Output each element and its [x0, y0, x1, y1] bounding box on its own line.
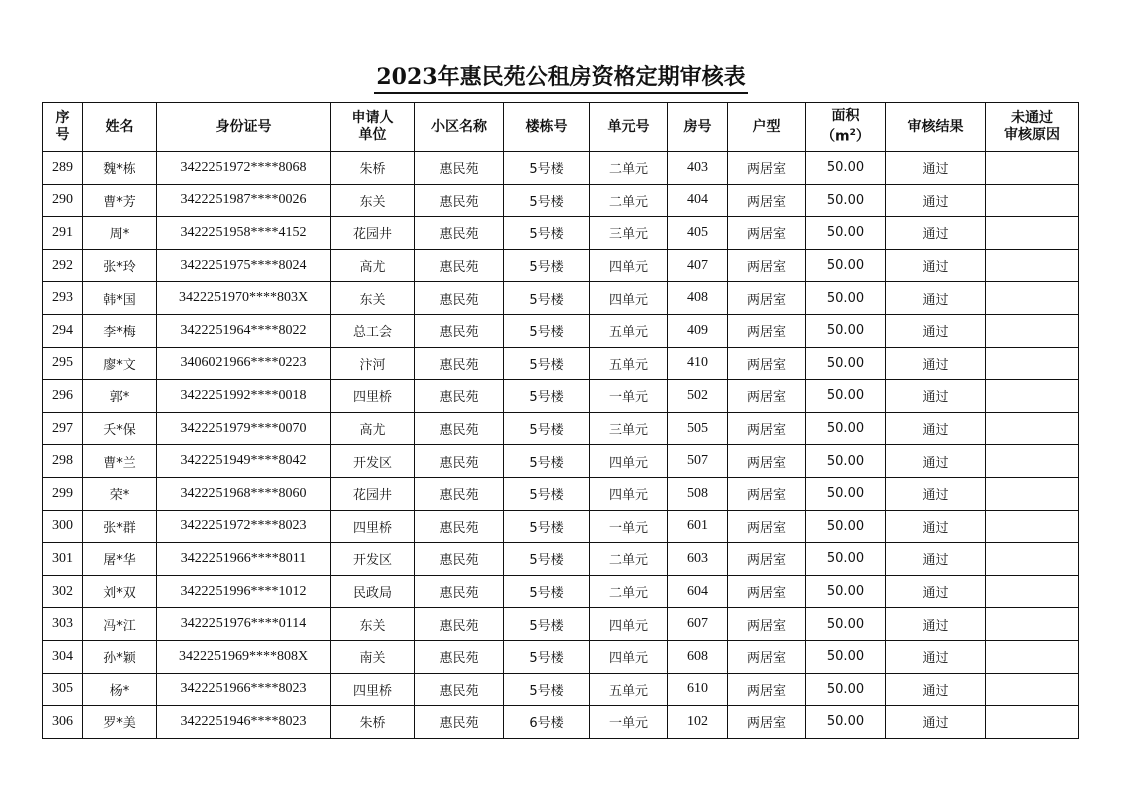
table-row [43, 412, 1079, 445]
table-row [43, 152, 1079, 185]
cell-room: 507 [668, 445, 728, 478]
header-building: 楼栋号 [504, 103, 590, 152]
cell-applicant-unit: 高尤 [331, 249, 415, 282]
cell-area: 50.00 [806, 347, 886, 380]
cell-unit-no: 二单元 [590, 152, 668, 185]
cell-community: 惠民苑 [415, 184, 504, 217]
cell-area: 50.00 [806, 608, 886, 641]
cell-applicant-unit: 四里桥 [331, 510, 415, 543]
table-row [43, 706, 1079, 739]
cell-reason [986, 543, 1079, 576]
cell-layout: 两居室 [728, 152, 806, 185]
cell-applicant-unit: 四里桥 [331, 673, 415, 706]
table-row [43, 640, 1079, 673]
cell-layout: 两居室 [728, 217, 806, 250]
cell-building: 5号楼 [504, 152, 590, 185]
cell-name: 韩*国 [83, 282, 157, 315]
cell-building: 5号楼 [504, 314, 590, 347]
cell-applicant-unit: 东关 [331, 184, 415, 217]
header-area: 面积 $(m^2)$ [806, 103, 886, 152]
cell-room: 604 [668, 575, 728, 608]
cell-name: 夭*保 [83, 412, 157, 445]
cell-seq: 295 [43, 347, 83, 380]
cell-reason [986, 640, 1079, 673]
cell-seq: 300 [43, 510, 83, 543]
cell-name: 屠*华 [83, 543, 157, 576]
cell-reason [986, 608, 1079, 641]
cell-reason [986, 575, 1079, 608]
cell-unit-no: 四单元 [590, 445, 668, 478]
cell-building: 5号楼 [504, 217, 590, 250]
cell-layout: 两居室 [728, 510, 806, 543]
cell-building: 5号楼 [504, 347, 590, 380]
header-id: 身份证号 [157, 103, 331, 152]
header-seq: 序 号 [43, 103, 83, 152]
cell-result: 通过 [886, 706, 986, 739]
cell-room: 410 [668, 347, 728, 380]
cell-layout: 两居室 [728, 282, 806, 315]
cell-unit-no: 四单元 [590, 640, 668, 673]
cell-community: 惠民苑 [415, 412, 504, 445]
cell-applicant-unit: 花园井 [331, 217, 415, 250]
cell-area: 50.00 [806, 184, 886, 217]
cell-id-number: 3422251976****0114 [157, 608, 331, 641]
table-row [43, 543, 1079, 576]
cell-applicant-unit: 开发区 [331, 543, 415, 576]
table-row [43, 282, 1079, 315]
cell-community: 惠民苑 [415, 640, 504, 673]
table-row [43, 314, 1079, 347]
cell-name: 罗*美 [83, 706, 157, 739]
cell-result: 通过 [886, 347, 986, 380]
cell-community: 惠民苑 [415, 543, 504, 576]
cell-unit-no: 四单元 [590, 608, 668, 641]
cell-area: 50.00 [806, 282, 886, 315]
cell-room: 405 [668, 217, 728, 250]
header-room: 房号 [668, 103, 728, 152]
cell-room: 407 [668, 249, 728, 282]
cell-applicant-unit: 汴河 [331, 347, 415, 380]
header-result: 审核结果 [886, 103, 986, 152]
cell-building: 5号楼 [504, 575, 590, 608]
cell-result: 通过 [886, 282, 986, 315]
cell-id-number: 3406021966****0223 [157, 347, 331, 380]
cell-room: 502 [668, 380, 728, 413]
cell-seq: 304 [43, 640, 83, 673]
table-row [43, 575, 1079, 608]
cell-area: 50.00 [806, 575, 886, 608]
cell-id-number: 3422251992****0018 [157, 380, 331, 413]
cell-seq: 290 [43, 184, 83, 217]
cell-community: 惠民苑 [415, 347, 504, 380]
cell-seq: 301 [43, 543, 83, 576]
cell-area: 50.00 [806, 477, 886, 510]
cell-building: 5号楼 [504, 640, 590, 673]
cell-unit-no: 二单元 [590, 543, 668, 576]
cell-name: 魏*栋 [83, 152, 157, 185]
cell-name: 冯*江 [83, 608, 157, 641]
cell-community: 惠民苑 [415, 380, 504, 413]
cell-seq: 302 [43, 575, 83, 608]
cell-id-number: 3422251968****8060 [157, 477, 331, 510]
cell-applicant-unit: 南关 [331, 640, 415, 673]
table-row [43, 249, 1079, 282]
cell-unit-no: 五单元 [590, 673, 668, 706]
table-row [43, 445, 1079, 478]
cell-result: 通过 [886, 575, 986, 608]
cell-reason [986, 510, 1079, 543]
cell-unit-no: 一单元 [590, 380, 668, 413]
cell-name: 廖*文 [83, 347, 157, 380]
document-title [0, 60, 1122, 94]
cell-reason [986, 706, 1079, 739]
cell-result: 通过 [886, 477, 986, 510]
table-row [43, 477, 1079, 510]
cell-area: 50.00 [806, 445, 886, 478]
cell-room: 404 [668, 184, 728, 217]
review-table [42, 102, 1079, 739]
table-row [43, 217, 1079, 250]
cell-area: 50.00 [806, 706, 886, 739]
cell-room: 403 [668, 152, 728, 185]
cell-result: 通过 [886, 543, 986, 576]
cell-applicant-unit: 朱桥 [331, 706, 415, 739]
cell-id-number: 3422251949****8042 [157, 445, 331, 478]
cell-room: 607 [668, 608, 728, 641]
cell-building: 5号楼 [504, 608, 590, 641]
cell-community: 惠民苑 [415, 314, 504, 347]
cell-result: 通过 [886, 152, 986, 185]
cell-reason [986, 412, 1079, 445]
cell-seq: 296 [43, 380, 83, 413]
cell-seq: 294 [43, 314, 83, 347]
cell-community: 惠民苑 [415, 608, 504, 641]
cell-seq: 293 [43, 282, 83, 315]
cell-name: 刘*双 [83, 575, 157, 608]
cell-id-number: 3422251996****1012 [157, 575, 331, 608]
cell-reason [986, 249, 1079, 282]
cell-building: 5号楼 [504, 184, 590, 217]
cell-id-number: 3422251969****808X [157, 640, 331, 673]
cell-reason [986, 380, 1079, 413]
cell-result: 通过 [886, 412, 986, 445]
cell-unit-no: 二单元 [590, 575, 668, 608]
cell-reason [986, 477, 1079, 510]
cell-applicant-unit: 朱桥 [331, 152, 415, 185]
cell-seq: 292 [43, 249, 83, 282]
cell-seq: 303 [43, 608, 83, 641]
cell-result: 通过 [886, 249, 986, 282]
cell-layout: 两居室 [728, 412, 806, 445]
cell-area: 50.00 [806, 380, 886, 413]
cell-seq: 306 [43, 706, 83, 739]
cell-id-number: 3422251975****8024 [157, 249, 331, 282]
cell-room: 102 [668, 706, 728, 739]
cell-area: 50.00 [806, 543, 886, 576]
cell-building: 5号楼 [504, 249, 590, 282]
cell-result: 通过 [886, 608, 986, 641]
cell-building: 5号楼 [504, 282, 590, 315]
cell-area: 50.00 [806, 314, 886, 347]
cell-room: 610 [668, 673, 728, 706]
cell-building: 5号楼 [504, 673, 590, 706]
cell-layout: 两居室 [728, 575, 806, 608]
cell-unit-no: 二单元 [590, 184, 668, 217]
table-row [43, 673, 1079, 706]
cell-layout: 两居室 [728, 477, 806, 510]
cell-name: 杨* [83, 673, 157, 706]
cell-building: 5号楼 [504, 510, 590, 543]
cell-area: 50.00 [806, 412, 886, 445]
cell-result: 通过 [886, 217, 986, 250]
cell-community: 惠民苑 [415, 477, 504, 510]
cell-layout: 两居室 [728, 673, 806, 706]
table-row [43, 380, 1079, 413]
cell-room: 603 [668, 543, 728, 576]
cell-unit-no: 一单元 [590, 510, 668, 543]
cell-room: 409 [668, 314, 728, 347]
cell-building: 5号楼 [504, 412, 590, 445]
cell-building: 6号楼 [504, 706, 590, 739]
header-name: 姓名 [83, 103, 157, 152]
cell-name: 周* [83, 217, 157, 250]
cell-reason [986, 673, 1079, 706]
cell-result: 通过 [886, 184, 986, 217]
cell-room: 608 [668, 640, 728, 673]
cell-reason [986, 282, 1079, 315]
cell-id-number: 3422251979****0070 [157, 412, 331, 445]
cell-layout: 两居室 [728, 608, 806, 641]
cell-result: 通过 [886, 380, 986, 413]
cell-result: 通过 [886, 640, 986, 673]
cell-room: 601 [668, 510, 728, 543]
cell-unit-no: 四单元 [590, 249, 668, 282]
cell-result: 通过 [886, 673, 986, 706]
cell-applicant-unit: 民政局 [331, 575, 415, 608]
cell-community: 惠民苑 [415, 510, 504, 543]
cell-id-number: 3422251987****0026 [157, 184, 331, 217]
cell-applicant-unit: 花园井 [331, 477, 415, 510]
cell-id-number: 3422251966****8023 [157, 673, 331, 706]
cell-applicant-unit: 四里桥 [331, 380, 415, 413]
cell-unit-no: 三单元 [590, 412, 668, 445]
cell-community: 惠民苑 [415, 445, 504, 478]
cell-seq: 305 [43, 673, 83, 706]
cell-seq: 298 [43, 445, 83, 478]
cell-reason [986, 314, 1079, 347]
cell-building: 5号楼 [504, 445, 590, 478]
cell-seq: 289 [43, 152, 83, 185]
cell-name: 曹*芳 [83, 184, 157, 217]
cell-layout: 两居室 [728, 543, 806, 576]
header-layout: 户型 [728, 103, 806, 152]
cell-room: 505 [668, 412, 728, 445]
cell-reason [986, 445, 1079, 478]
cell-name: 李*梅 [83, 314, 157, 347]
cell-community: 惠民苑 [415, 249, 504, 282]
cell-room: 408 [668, 282, 728, 315]
table-row [43, 608, 1079, 641]
cell-community: 惠民苑 [415, 217, 504, 250]
cell-name: 张*玲 [83, 249, 157, 282]
cell-area: 50.00 [806, 249, 886, 282]
cell-unit-no: 三单元 [590, 217, 668, 250]
cell-id-number: 3422251958****4152 [157, 217, 331, 250]
cell-id-number: 3422251972****8023 [157, 510, 331, 543]
cell-layout: 两居室 [728, 706, 806, 739]
cell-name: 孙*颖 [83, 640, 157, 673]
table-row [43, 347, 1079, 380]
cell-area: 50.00 [806, 510, 886, 543]
cell-applicant-unit: 东关 [331, 282, 415, 315]
cell-room: 508 [668, 477, 728, 510]
header-applicant-unit: 申请人 单位 [331, 103, 415, 152]
cell-seq: 291 [43, 217, 83, 250]
cell-community: 惠民苑 [415, 706, 504, 739]
cell-name: 荣* [83, 477, 157, 510]
header-unit-no: 单元号 [590, 103, 668, 152]
cell-building: 5号楼 [504, 380, 590, 413]
cell-layout: 两居室 [728, 249, 806, 282]
header-reason: 未通过 审核原因 [986, 103, 1079, 152]
cell-reason [986, 217, 1079, 250]
cell-area: 50.00 [806, 217, 886, 250]
table-row [43, 510, 1079, 543]
cell-building: 5号楼 [504, 477, 590, 510]
cell-result: 通过 [886, 314, 986, 347]
cell-unit-no: 四单元 [590, 477, 668, 510]
cell-area: 50.00 [806, 673, 886, 706]
cell-community: 惠民苑 [415, 282, 504, 315]
cell-id-number: 3422251946****8023 [157, 706, 331, 739]
cell-name: 张*群 [83, 510, 157, 543]
cell-seq: 299 [43, 477, 83, 510]
cell-id-number: 3422251972****8068 [157, 152, 331, 185]
cell-name: 郭* [83, 380, 157, 413]
cell-unit-no: 五单元 [590, 347, 668, 380]
header-community: 小区名称 [415, 103, 504, 152]
cell-community: 惠民苑 [415, 575, 504, 608]
cell-layout: 两居室 [728, 184, 806, 217]
cell-community: 惠民苑 [415, 152, 504, 185]
cell-name: 曹*兰 [83, 445, 157, 478]
cell-reason [986, 347, 1079, 380]
cell-reason [986, 152, 1079, 185]
cell-area: 50.00 [806, 640, 886, 673]
cell-result: 通过 [886, 510, 986, 543]
cell-applicant-unit: 开发区 [331, 445, 415, 478]
cell-id-number: 3422251970****803X [157, 282, 331, 315]
cell-id-number: 3422251964****8022 [157, 314, 331, 347]
cell-unit-no: 四单元 [590, 282, 668, 315]
cell-layout: 两居室 [728, 445, 806, 478]
cell-layout: 两居室 [728, 314, 806, 347]
cell-result: 通过 [886, 445, 986, 478]
header-row [43, 103, 1079, 152]
cell-community: 惠民苑 [415, 673, 504, 706]
cell-building: 5号楼 [504, 543, 590, 576]
cell-id-number: 3422251966****8011 [157, 543, 331, 576]
cell-layout: 两居室 [728, 640, 806, 673]
cell-seq: 297 [43, 412, 83, 445]
cell-area: 50.00 [806, 152, 886, 185]
cell-unit-no: 一单元 [590, 706, 668, 739]
table-row [43, 184, 1079, 217]
document-title-text: 2023年惠民苑公租房资格定期审核表 [374, 60, 747, 94]
cell-unit-no: 五单元 [590, 314, 668, 347]
cell-applicant-unit: 高尤 [331, 412, 415, 445]
cell-layout: 两居室 [728, 380, 806, 413]
cell-applicant-unit: 东关 [331, 608, 415, 641]
cell-layout: 两居室 [728, 347, 806, 380]
cell-applicant-unit: 总工会 [331, 314, 415, 347]
cell-reason [986, 184, 1079, 217]
